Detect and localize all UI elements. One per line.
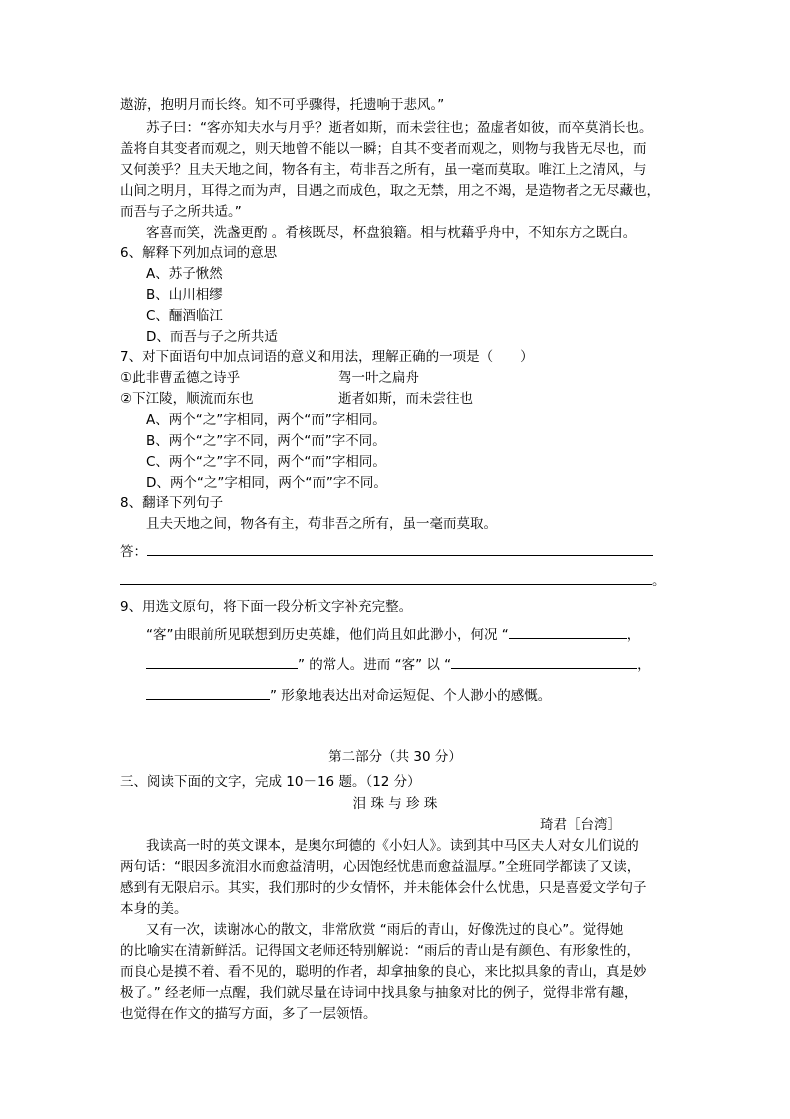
q9-line2-text: ” 的常人。进而 “客” 以 “: [298, 657, 452, 673]
q9-line1-end: ，: [626, 627, 641, 643]
article-line: 两句话：“眼因多流泪水而愈益清明，心因饱经忧患而愈益温厚。”全班同学都读了又读，: [120, 859, 641, 875]
article-line: 又有一次，读谢冰心的散文，非常欣赏 “雨后的青山，好像洗过的良心”。觉得她: [146, 922, 624, 938]
section-3-heading: 三、阅读下面的文字，完成 10－16 题。（12 分）: [120, 774, 421, 790]
q9-blank-2[interactable]: [146, 654, 298, 669]
answer-blank-2[interactable]: [120, 570, 652, 585]
passage-line: 又何羡乎？且夫天地之间，物各有主，苟非吾之所有，虽一毫而莫取。唯江上之清风，与: [120, 162, 647, 178]
q7-option-c: C、两个“之”字不同，两个“而”字相同。: [146, 454, 386, 470]
q9-line-2: [146, 654, 651, 675]
q7-option-a: A、两个“之”字相同，两个“而”字相同。: [146, 412, 386, 428]
q9-line-3: [146, 685, 551, 706]
q9-line1-text: “客”由眼前所见联想到历史英雄，他们尚且如此渺小，何况 “: [146, 627, 509, 643]
article-line: 本身的美。: [120, 901, 188, 917]
answer-blank-1[interactable]: [147, 541, 653, 556]
answer-end-mark: 。: [652, 573, 666, 589]
q9-line-1: [146, 624, 640, 645]
question-8-stem: 8、翻译下列句子: [120, 495, 224, 511]
q6-option-d: D、而吾与子之所共适: [146, 329, 278, 345]
q9-line3-text: ” 形象地表达出对命运短促、个人渺小的感慨。: [270, 688, 552, 704]
q7-row1-left: ①此非曹孟德之诗乎: [120, 370, 241, 386]
q7-row2-left: ②下江陵，顺流而东也: [120, 391, 254, 407]
q6-option-b: B、山川相缪: [146, 287, 223, 303]
question-9-stem: 9、用选文原句，将下面一段分析文字补充完整。: [120, 599, 413, 615]
q8-answer-line-2: [120, 570, 666, 591]
passage-line: 苏子曰：“客亦知夫水与月乎？逝者如斯，而未尝往也；盈虚者如彼，而卒莫消长也。: [146, 120, 653, 136]
part-2-title: 第二部分（共 30 分）: [328, 749, 462, 765]
q7-option-d: D、两个“之”字相同，两个“而”字不同。: [146, 475, 387, 491]
article-author: 琦君［台湾］: [540, 817, 621, 833]
q8-answer-line-1: [120, 541, 653, 562]
article-line: 也觉得在作文的描写方面，多了一层领悟。: [120, 1006, 377, 1022]
passage-line: 盖将自其变者而观之，则天地曾不能以一瞬；自其不变者而观之，则物与我皆无尽也，而: [120, 141, 647, 157]
article-title: 泪 珠 与 珍 珠: [352, 796, 438, 812]
q6-option-a: A、苏子愀然: [146, 266, 223, 282]
question-6-stem: 6、解释下列加点词的意思: [120, 245, 278, 261]
article-line: 极了。” 经老师一点醒，我们就尽量在诗词中找具象与抽象对比的例子，觉得非常有趣，: [120, 985, 638, 1001]
answer-label: 答：: [120, 544, 147, 560]
passage-line: 而吾与子之所共适。”: [120, 204, 242, 220]
article-line: 的比喻实在清新鲜活。记得国文老师还特别解说：“雨后的青山是有颜色、有形象性的，: [120, 943, 640, 959]
q9-blank-1[interactable]: [509, 624, 627, 639]
q8-sentence: 且夫天地之间，物各有主，苟非吾之所有，虽一毫而莫取。: [146, 516, 497, 532]
passage-line: 客喜而笑，洗盏更酌 。肴核既尽，杯盘狼籍。相与枕藉乎舟中，不知东方之既白。: [146, 225, 637, 241]
q9-blank-3[interactable]: [451, 654, 637, 669]
passage-line: 遨游，抱明月而长终。知不可乎骤得，托遗响于悲风。”: [120, 97, 445, 113]
article-line: 而良心是摸不着、看不见的，聪明的作者，却拿抽象的良心，来比拟具象的青山，真是妙: [120, 964, 647, 980]
question-7-stem: 7、对下面语句中加点词语的意义和用法，理解正确的一项是（ ）: [120, 349, 534, 365]
passage-line: 山间之明月，耳得之而为声，目遇之而成色，取之无禁，用之不竭，是造物者之无尽藏也，: [120, 183, 660, 199]
q7-option-b: B、两个“之”字不同，两个“而”字不同。: [146, 433, 386, 449]
article-line: 感到有无限启示。其实，我们那时的少女情怀，并未能体会什么忧患，只是喜爱文学句子: [120, 880, 647, 896]
q7-row2-right: 逝者如斯，而未尝往也: [338, 391, 473, 407]
q7-row1-right: 驾一叶之扁舟: [338, 370, 419, 386]
q6-option-c: C、酾酒临江: [146, 308, 223, 324]
article-line: 我读高一时的英文课本，是奥尔珂德的《小妇人》。读到其中马区夫人对女儿们说的: [146, 838, 639, 854]
q9-blank-4[interactable]: [146, 685, 270, 700]
q9-line2-end: ，: [637, 657, 651, 673]
